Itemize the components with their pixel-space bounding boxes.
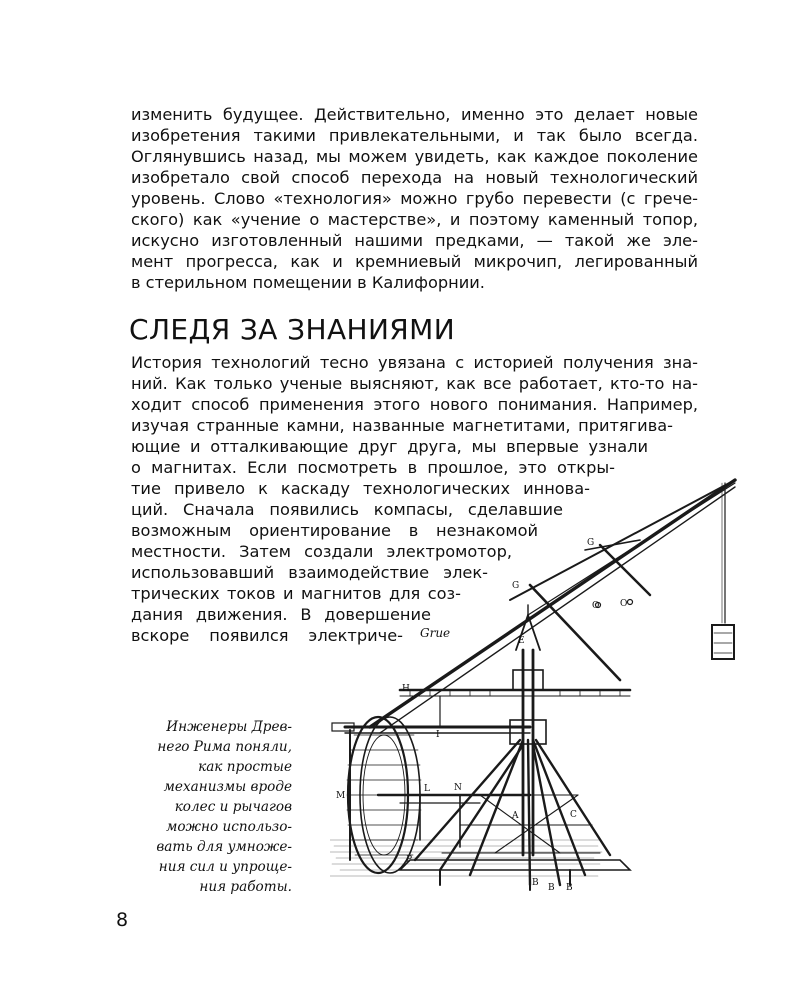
- section-line: изучая странные камни, названные магнетитами, притягива-: [131, 416, 673, 435]
- caption-line: механизмы вроде: [163, 779, 292, 795]
- section-line: ющие и отталкивающие друг друга, мы впервые узнали: [131, 437, 648, 456]
- section-line: использовавший взаимодействие элек-: [131, 563, 488, 582]
- section-line: о магнитах. Если посмотреть в прошлое, это откры-: [131, 458, 615, 477]
- caption-line: можно использо-: [166, 819, 292, 835]
- roman-crane-illustration: [330, 465, 750, 905]
- section-line: трических токов и магнитов для соз-: [131, 584, 461, 603]
- illustration-label: B: [548, 883, 555, 893]
- illustration-label: C: [570, 810, 577, 820]
- illustration-label: I: [436, 730, 440, 740]
- intro-line: изобретало свой способ перехода на новый технологический: [131, 168, 698, 187]
- intro-line: мент прогресса, как и кремниевый микрочип, легированный: [131, 252, 698, 271]
- illustration-label: P: [406, 855, 413, 865]
- illustration-label: B: [566, 883, 573, 893]
- intro-line: уровень. Слово «технология» можно грубо перевести (с грече-: [131, 189, 698, 208]
- intro-line: изменить будущее. Действительно, именно это делает новые: [131, 105, 698, 124]
- intro-line: изобретения такими привлекательными, и так было всегда.: [131, 126, 698, 145]
- section-line: возможным ориентирование в незнакомой: [131, 521, 538, 540]
- intro-line: в стерильном помещении в Калифорнии.: [131, 273, 485, 292]
- caption-line: вать для умноже-: [156, 839, 292, 855]
- jib-boom: [370, 480, 735, 733]
- illustration-label: G: [512, 581, 520, 591]
- illustration-label: G: [587, 538, 595, 548]
- page-number: 8: [116, 909, 129, 931]
- illustration-label: E: [518, 636, 525, 646]
- section-line: ций. Сначала появились компасы, сделавшие: [131, 500, 563, 519]
- caption-line: Инженеры Древ-: [166, 719, 292, 735]
- section-line: тие привело к каскаду технологических иннова-: [131, 479, 590, 498]
- caption-line: колес и рычагов: [174, 799, 292, 815]
- section-line: ний. Как только ученые выясняют, как все работает, кто-то на-: [131, 374, 698, 393]
- illustration-label: H: [402, 684, 410, 694]
- section-line: дания движения. В довершение: [131, 605, 431, 624]
- section-title: СЛЕДЯ ЗА ЗНАНИЯМИ: [129, 313, 456, 346]
- illustration-label: N: [454, 783, 462, 793]
- illustration-label: L: [424, 784, 430, 794]
- hoisted-load: [712, 625, 734, 659]
- intro-line: ского) как «учение о мастерстве», и поэтому каменный топор,: [131, 210, 698, 229]
- illustration-label: B: [532, 878, 539, 888]
- illustration-label: O: [620, 599, 628, 609]
- intro-line: Оглянувшись назад, мы можем увидеть, как каждое поколение: [131, 147, 698, 166]
- illustration-label: O: [592, 601, 600, 611]
- section-line: вскоре появился электриче-: [131, 626, 403, 645]
- illustration-label: A: [512, 811, 519, 821]
- caption-line: ния сил и упроще-: [158, 859, 292, 875]
- intro-line: искусно изготовленный нашими предками, — такой же эле-: [131, 231, 698, 250]
- caption-line: него Рима поняли,: [157, 739, 292, 755]
- section-line: ходит способ применения этого нового понимания. Например,: [131, 395, 698, 414]
- illustration-label: M: [336, 791, 346, 801]
- caption-line: ния работы.: [199, 879, 292, 895]
- section-line: местности. Затем создали электромотор,: [131, 542, 512, 561]
- caption-line: как простые: [198, 759, 292, 775]
- illustration-title: Grue: [420, 626, 451, 640]
- section-line: История технологий тесно увязана с историей получения зна-: [131, 353, 698, 372]
